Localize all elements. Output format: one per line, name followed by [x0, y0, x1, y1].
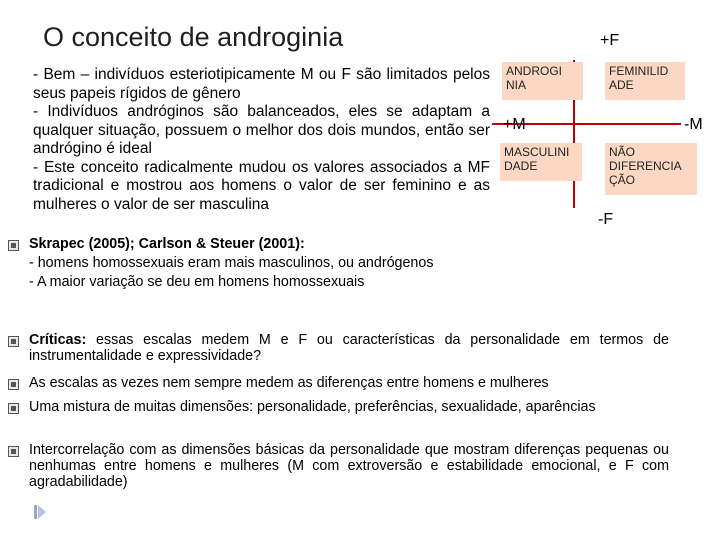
definition-line-1: - Bem – indivíduos esteriotipicamente M ou F são limitados pelos seus papeis rígidos de gênero	[33, 66, 490, 102]
quadrant-text: FEMINILID	[609, 64, 669, 78]
critique-item-2	[29, 375, 669, 391]
definition-line-2: - Indivíduos andróginos são balanceados, eles se adaptam a qualquer situação, possuem o melhor dos dois mundos, então ser andrógino é ideal	[33, 103, 490, 157]
top-axis-label: +F	[600, 32, 620, 49]
critiques-label: Críticas:	[29, 332, 87, 348]
square-bullet-icon	[6, 333, 22, 347]
studies-heading: Skrapec (2005); Carlson & Steuer (2001):	[29, 236, 305, 252]
slide-title: O conceito de androginia	[43, 22, 344, 52]
critiques-first-text: essas escalas medem M e F ou características da personalidade em termos de instrumentalidade e expressividade?	[29, 332, 669, 364]
critique-text: Intercorrelação com as dimensões básicas da personalidade que mostram diferenças pequenas ou nenhumas entre homens e mulheres (M com extroversão e estabilidade emocional, e F com agradabilidade)	[29, 442, 669, 490]
quadrant-text: MASCULINI	[504, 145, 570, 159]
quadrant-femininity	[605, 62, 685, 100]
quadrant-text: ADE	[609, 78, 634, 92]
quadrant-undifferentiated	[605, 143, 697, 195]
quadrant-text: DADE	[504, 159, 538, 173]
quadrant-text: DIFERENCIA	[609, 159, 682, 173]
critique-text: Uma mistura de muitas dimensões: personalidade, preferências, sexualidade, aparências	[29, 399, 596, 415]
quadrant-androgyny	[502, 62, 583, 100]
critique-text: As escalas as vezes nem sempre medem as diferenças entre homens e mulheres	[29, 375, 549, 391]
quadrant-text: ÇÃO	[609, 173, 636, 187]
definition-line-3: - Este conceito radicalmente mudou os valores associados a MF tradicional e mostrou aos homens o valor de ser feminino e as mulheres o valor de ser masculina	[33, 158, 490, 213]
square-bullet-icon	[6, 237, 22, 251]
critique-item-3	[29, 399, 669, 415]
left-axis-label: +M	[503, 116, 526, 133]
definition-text	[33, 66, 490, 214]
quadrant-text: NIA	[506, 78, 527, 92]
quadrant-text: NÃO	[609, 145, 636, 159]
quadrant-masculinity	[500, 143, 582, 181]
slide-nav-icon[interactable]	[34, 505, 46, 519]
square-bullet-icon	[6, 443, 22, 457]
critique-item-4	[29, 442, 669, 490]
bottom-axis-label: -F	[598, 211, 614, 228]
critique-item-1	[29, 332, 669, 364]
studies-line: - homens homossexuais eram mais masculinos, ou andrógenos	[29, 255, 434, 271]
quadrant-text: ANDROGI	[506, 64, 563, 78]
studies-line: - A maior variação se deu em homens homossexuais	[29, 274, 365, 290]
square-bullet-icon	[6, 400, 22, 414]
square-bullet-icon	[6, 376, 22, 390]
right-axis-label: -M	[684, 116, 703, 133]
studies-block	[29, 236, 669, 290]
